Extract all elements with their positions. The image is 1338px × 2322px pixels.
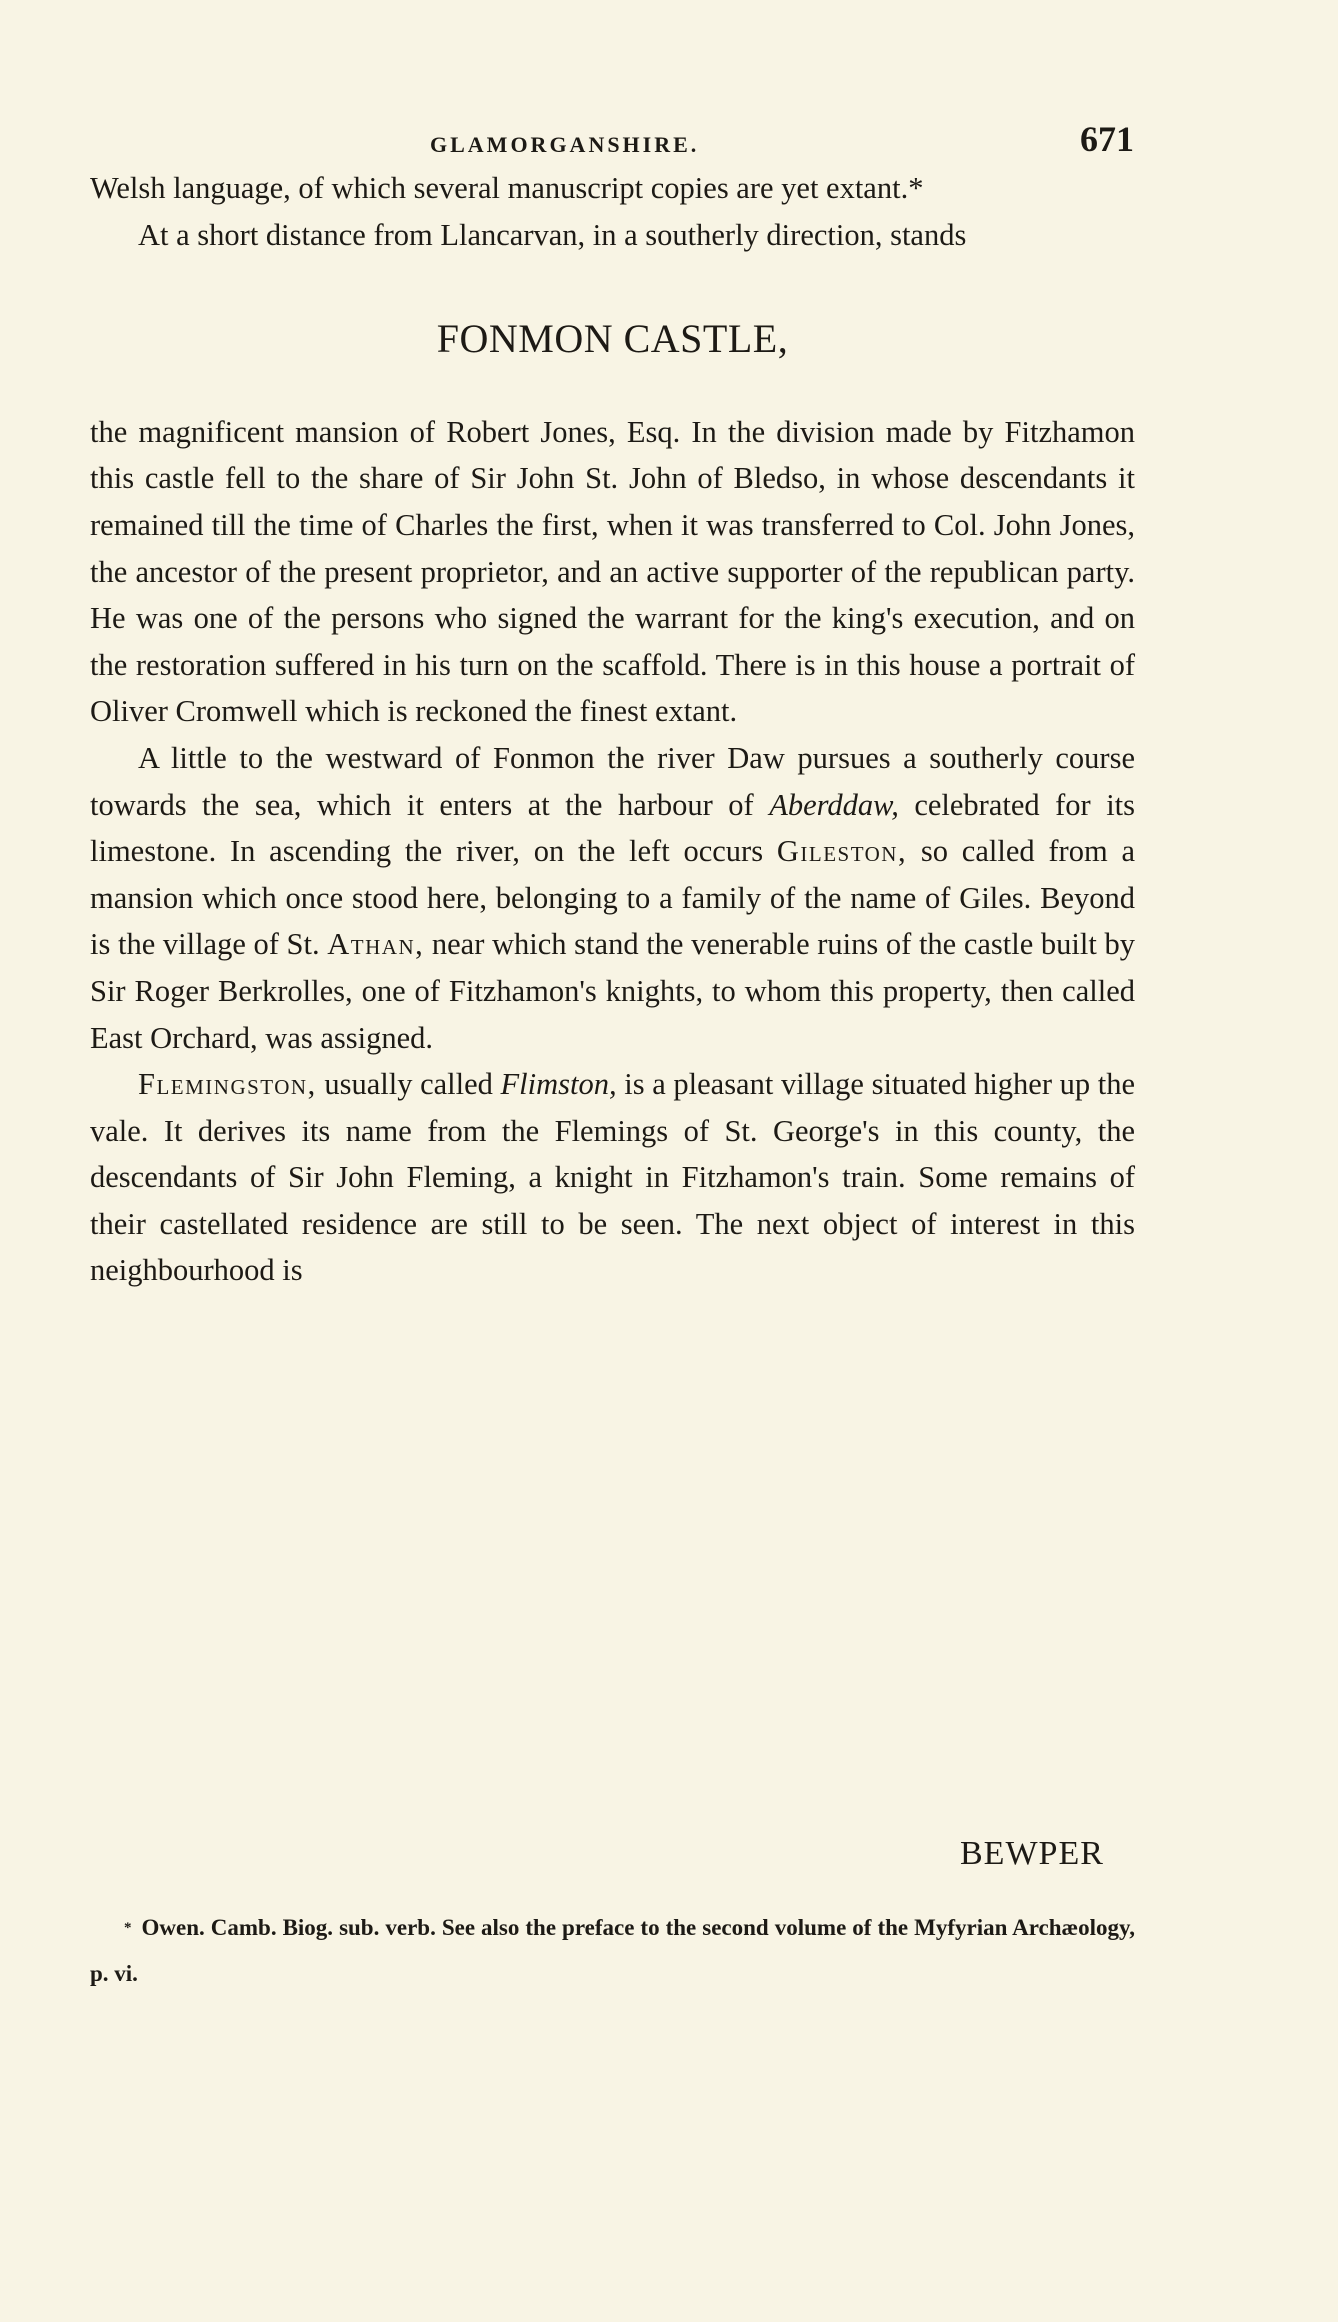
place-name-flimston: Flimston,	[500, 1067, 617, 1102]
paragraph-4-text-g: near which stand the venerable ruins of the castle built by Sir Roger Berkrolles, one of Fitzhamon's knights, to whom this property, then called East Orchard, was assigned.	[90, 927, 1135, 1055]
footnote-mark: *	[124, 1920, 132, 1936]
paragraph-4	[90, 735, 1135, 1061]
running-head	[0, 118, 1338, 158]
place-name-aberddaw: Aberddaw,	[769, 787, 899, 822]
paragraph-1: Welsh language, of which several manuscript copies are yet extant.*	[90, 171, 924, 205]
page-number: 671	[1080, 119, 1134, 159]
footnote	[90, 1905, 1135, 1997]
paragraph-4-text-a: A little to the westward of Fonmon the river Daw pursues a southerly course towards the sea, which it enters at the harbour of	[90, 740, 1135, 822]
footnote-text: Owen. Camb. Biog. sub. verb. See also the preface to the second volume of the Myfyrian Archæology, p. vi.	[90, 1915, 1135, 1986]
paragraph-4-text-e: so called from a mansion which once stood here, belonging to a family of the name of Giles. Beyond is the village of St.	[90, 834, 1135, 962]
paragraph-5	[90, 1061, 1135, 1294]
place-name-flemingston: Flemingston,	[138, 1067, 317, 1102]
body-text	[90, 165, 1135, 1294]
paragraph-3: the magnificent mansion of Robert Jones, Esq. In the division made by Fitzhamon this castle fell to the share of Sir John St. John of Bledso, in whose descendants it remained till the time of Charles the first, when it was transferred to Col. John Jones, the ancestor of the present proprietor, and an active supporter of the republican party. He was one of the persons who signed the warrant for the king's execution, and on the restoration suffered in his turn on the scaffold. There is in this house a portrait of Oliver Cromwell which is reckoned the finest extant.	[90, 414, 1135, 729]
paragraph-5-text-b: usually called	[324, 1067, 493, 1102]
paragraph-5-text-d: is a pleasant village situated higher up the vale. It derives its name from the Flemings of St. George's in this county, the descendants of Sir John Fleming, a knight in Fitzhamon's train. Some remains of their castellated residence are still to be seen. The next object of interest in this neighbourhood is	[90, 1067, 1136, 1288]
paragraph-4-text-c: celebrated for its limestone. In ascending the river, on the left occurs	[90, 787, 1136, 869]
catchword: BEWPER	[960, 1835, 1104, 1872]
place-name-athan: Athan,	[327, 927, 425, 962]
section-heading: FONMON CASTLE,	[436, 316, 789, 362]
place-name-gileston: Gileston,	[776, 834, 908, 869]
running-title: GLAMORGANSHIRE.	[430, 132, 700, 157]
paragraph-2: At a short distance from Llancarvan, in a southerly direction, stands	[138, 217, 967, 252]
